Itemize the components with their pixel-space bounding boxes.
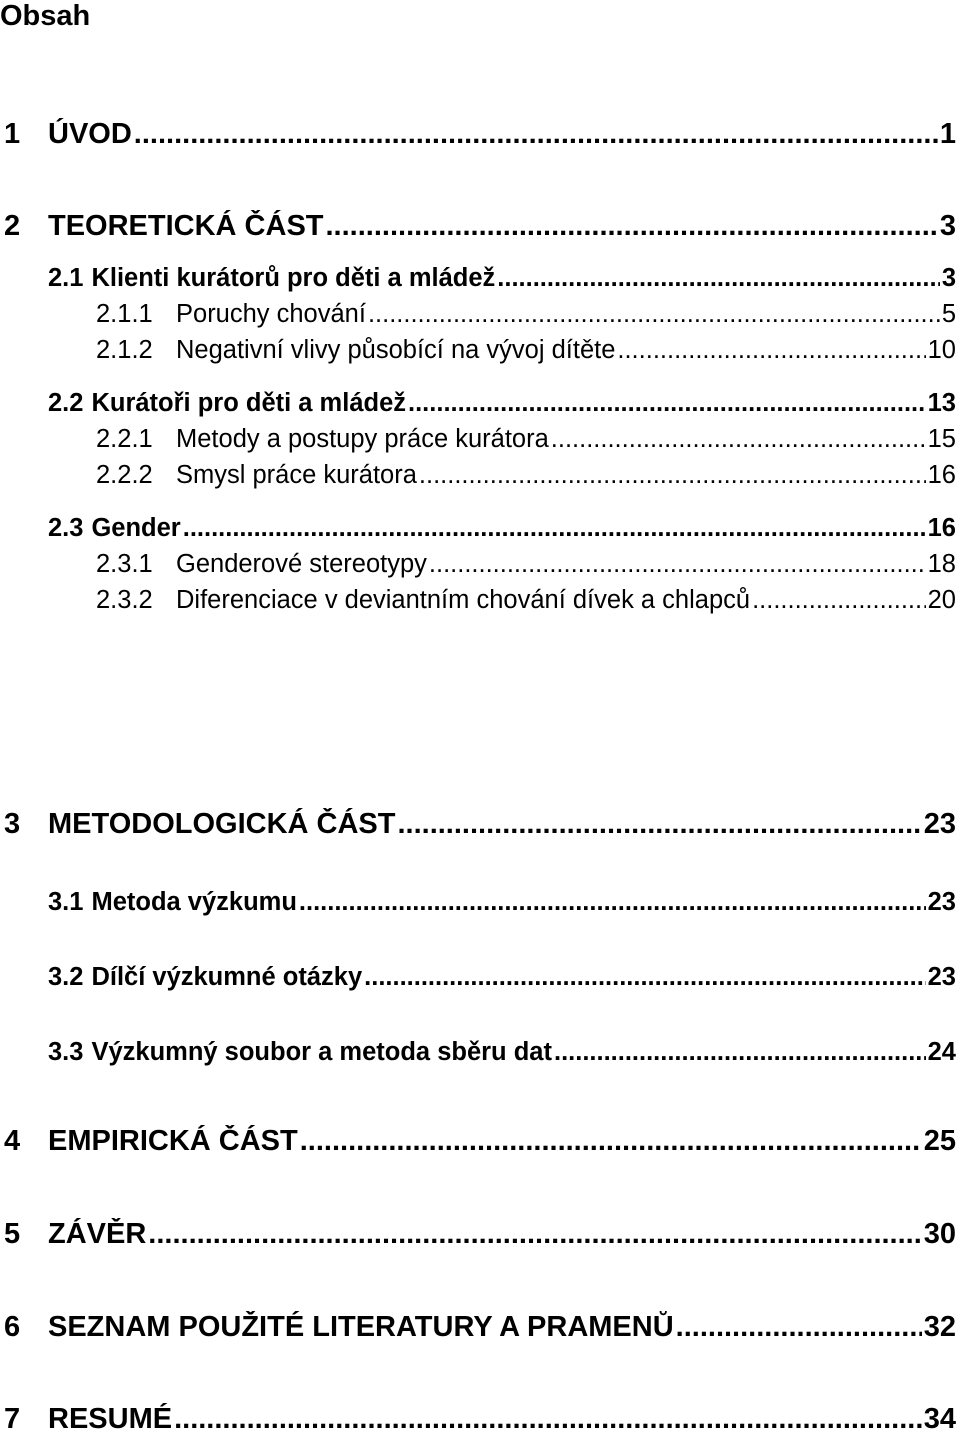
toc-entry-poruchy-chovani[interactable]	[96, 298, 956, 330]
toc-dot-leader	[617, 334, 925, 366]
toc-entry-page: 18	[927, 550, 956, 578]
toc-entry-seznam-literatury[interactable]	[4, 1311, 956, 1343]
toc-entry-label: Výzkumný soubor a metoda sběru dat	[91, 1038, 552, 1066]
toc-entry-label: Diferenciace v deviantním chování dívek a chlapců	[176, 586, 751, 614]
toc-entry-uvod[interactable]	[4, 118, 956, 150]
toc-entry-label: Smysl práce kurátora	[176, 461, 417, 489]
toc-entry-page: 23	[923, 808, 956, 840]
toc-entry-number: 4	[4, 1125, 21, 1157]
toc-dot-leader	[134, 118, 938, 150]
toc-dot-leader	[368, 298, 940, 330]
toc-entry-number: 2	[4, 210, 21, 242]
toc-entry-smysl-prace[interactable]	[96, 459, 956, 491]
toc-entry-page: 16	[927, 514, 956, 542]
toc-dot-leader	[364, 961, 925, 993]
toc-entry-page: 23	[927, 963, 956, 991]
toc-entry-resume[interactable]	[4, 1403, 956, 1435]
toc-entry-label: Genderové stereotypy	[176, 550, 427, 578]
toc-entry-genderove-stereotypy[interactable]	[96, 548, 956, 580]
toc-entry-page: 3	[939, 210, 956, 242]
toc-dot-leader	[497, 262, 940, 294]
toc-entry-label: TEORETICKÁ ČÁST	[48, 210, 324, 242]
toc-entry-number: 1	[4, 118, 21, 150]
toc-dot-leader	[174, 1403, 922, 1435]
toc-dot-leader	[551, 423, 926, 455]
toc-entry-number: 2.2	[48, 389, 84, 417]
toc-entry-page: 20	[927, 586, 956, 614]
toc-entry-number: 2.2.1	[96, 425, 153, 453]
toc-entry-teoreticka-cast[interactable]	[4, 210, 956, 242]
toc-entry-number: 2.1	[48, 264, 84, 292]
toc-entry-page: 3	[941, 264, 956, 292]
toc-entry-number: 6	[4, 1311, 21, 1343]
toc-entry-label: SEZNAM POUŽITÉ LITERATURY A PRAMENŮ	[48, 1311, 674, 1343]
toc-entry-label: RESUMÉ	[48, 1403, 173, 1435]
toc-dot-leader	[554, 1036, 926, 1068]
toc-entry-klienti-kuratoru[interactable]	[48, 262, 956, 294]
toc-entry-label: Klienti kurátorů pro děti a mládež	[91, 264, 496, 292]
toc-dot-leader	[397, 808, 921, 840]
toc-entry-number: 2.3.1	[96, 550, 153, 578]
toc-entry-number: 2.3.2	[96, 586, 153, 614]
toc-entry-page: 10	[927, 336, 956, 364]
toc-entry-page: 25	[923, 1125, 956, 1157]
toc-dot-leader	[429, 548, 926, 580]
toc-entry-page: 16	[927, 461, 956, 489]
toc-entry-metodologicka-cast[interactable]	[4, 808, 956, 840]
toc-entry-page: 23	[927, 888, 956, 916]
toc-entry-label: Kurátoři pro děti a mládež	[91, 389, 407, 417]
toc-entry-page: 24	[927, 1038, 956, 1066]
toc-dot-leader	[299, 886, 926, 918]
toc-dot-leader	[752, 584, 926, 616]
toc-entry-empiricka-cast[interactable]	[4, 1125, 956, 1157]
toc-entry-label: Gender	[91, 514, 181, 542]
toc-entry-page: 5	[941, 300, 956, 328]
toc-entry-metody-postupy[interactable]	[96, 423, 956, 455]
toc-entry-label: Negativní vlivy působící na vývoj dítěte	[176, 336, 616, 364]
toc-entry-number: 3	[4, 808, 21, 840]
toc-entry-number: 2.3	[48, 514, 84, 542]
toc-entry-label: Metoda výzkumu	[91, 888, 297, 916]
toc-entry-diferenciace[interactable]	[96, 584, 956, 616]
toc-entry-label: Poruchy chování	[176, 300, 366, 328]
toc-entry-vyzkumny-soubor[interactable]	[48, 1036, 956, 1068]
toc-entry-page: 30	[923, 1218, 956, 1250]
toc-entry-number: 3.1	[48, 888, 84, 916]
toc-entry-label: EMPIRICKÁ ČÁST	[48, 1125, 298, 1157]
toc-entry-page: 1	[939, 118, 956, 150]
toc-dot-leader	[148, 1218, 921, 1250]
toc-entry-number: 2.2.2	[96, 461, 153, 489]
toc-entry-zaver[interactable]	[4, 1218, 956, 1250]
toc-entry-dilci-otazky[interactable]	[48, 961, 956, 993]
toc-entry-label: METODOLOGICKÁ ČÁST	[48, 808, 396, 840]
toc-entry-negativni-vlivy[interactable]	[96, 334, 956, 366]
toc-dot-leader	[300, 1125, 922, 1157]
toc-entry-number: 7	[4, 1403, 21, 1435]
toc-entry-label: ZÁVĚR	[48, 1218, 147, 1250]
toc-entry-number: 2.1.2	[96, 336, 153, 364]
toc-dot-leader	[419, 459, 926, 491]
toc-entry-number: 3.3	[48, 1038, 84, 1066]
page-title: Obsah	[0, 0, 91, 32]
toc-dot-leader	[408, 387, 926, 419]
toc-entry-metoda-vyzkumu[interactable]	[48, 886, 956, 918]
toc-dot-leader	[676, 1311, 922, 1343]
toc-entry-gender[interactable]	[48, 512, 956, 544]
toc-entry-kuratori[interactable]	[48, 387, 956, 419]
toc-entry-number: 2.1.1	[96, 300, 153, 328]
toc-entry-label: Metody a postupy práce kurátora	[176, 425, 549, 453]
toc-entry-page: 15	[927, 425, 956, 453]
toc-entry-page: 34	[923, 1403, 956, 1435]
toc-entry-number: 3.2	[48, 963, 84, 991]
toc-entry-number: 5	[4, 1218, 21, 1250]
toc-dot-leader	[183, 512, 926, 544]
toc-entry-label: Dílčí výzkumné otázky	[91, 963, 363, 991]
toc-entry-page: 13	[927, 389, 956, 417]
toc-entry-page: 32	[923, 1311, 956, 1343]
toc-dot-leader	[326, 210, 938, 242]
toc-entry-label: ÚVOD	[48, 118, 132, 150]
